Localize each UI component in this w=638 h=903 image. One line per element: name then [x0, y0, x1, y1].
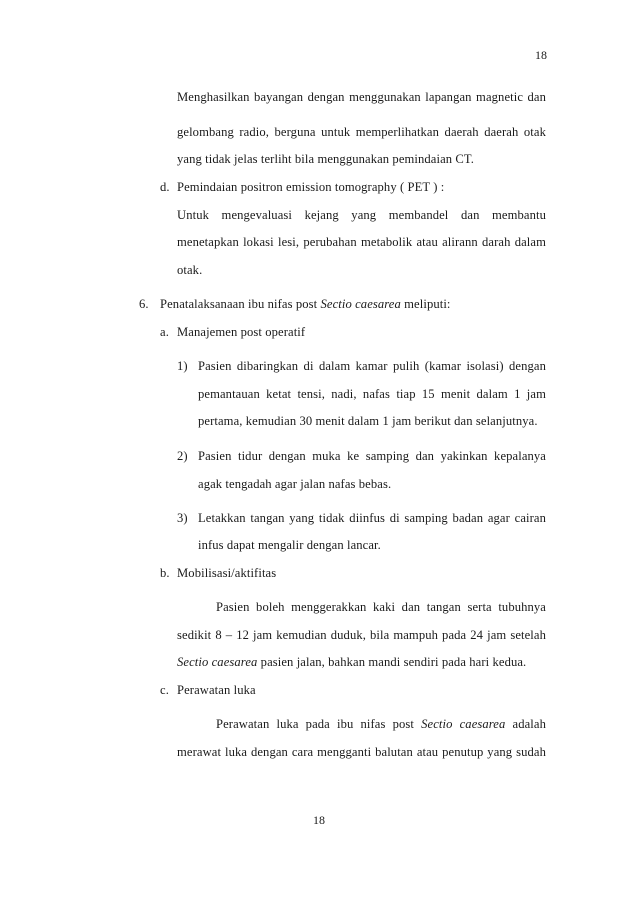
list-item-title: Manajemen post operatif	[177, 325, 306, 339]
page-number-top: 18	[535, 48, 547, 62]
list-item-title: Perawatan luka	[177, 683, 256, 697]
paragraph-line: Pasien boleh menggerakkan kaki dan tangan serta tubuhnya	[216, 600, 546, 614]
list-marker: a.	[160, 325, 169, 339]
list-item-title: Pemindaian positron emission tomography ( PET ) :	[177, 180, 445, 194]
list-marker: c.	[160, 683, 169, 697]
paragraph-line: Letakkan tangan yang tidak diinfus di samping badan agar cairan	[198, 511, 546, 525]
paragraph-line: pemantauan ketat tensi, nadi, nafas tiap 15 menit dalam 1 jam	[198, 387, 546, 401]
paragraph-line: menetapkan lokasi lesi, perubahan metabolik atau alirann darah dalam	[177, 235, 546, 249]
paragraph-line: merawat luka dengan cara mengganti balutan atau penutup yang sudah	[177, 745, 546, 759]
page-number-bottom: 18	[313, 813, 325, 827]
paragraph-line: Pasien tidur dengan muka ke samping dan yakinkan kepalanya	[198, 449, 546, 463]
list-marker: 3)	[177, 511, 188, 525]
paragraph-line: yang tidak jelas terliht bila menggunakan pemindaian CT.	[177, 152, 475, 166]
list-item-title: Mobilisasi/aktifitas	[177, 566, 277, 580]
list-marker: b.	[160, 566, 170, 580]
paragraph-line: Pasien dibaringkan di dalam kamar pulih (kamar isolasi) dengan	[198, 359, 546, 373]
section-heading: Penatalaksanaan ibu nifas post Sectio caesarea meliputi:	[160, 297, 451, 311]
list-marker: 1)	[177, 359, 188, 373]
paragraph-line: Menghasilkan bayangan dengan menggunakan lapangan magnetic dan	[177, 90, 546, 104]
paragraph-line: pertama, kemudian 30 menit dalam 1 jam berikut dan selanjutnya.	[198, 414, 538, 428]
paragraph-line: gelombang radio, berguna untuk memperlihatkan daerah daerah otak	[177, 125, 546, 139]
paragraph-line: agak tengadah agar jalan nafas bebas.	[198, 477, 392, 491]
paragraph-line: Untuk mengevaluasi kejang yang membandel dan membantu	[177, 208, 546, 222]
paragraph-line: Sectio caesarea pasien jalan, bahkan mandi sendiri pada hari kedua.	[177, 655, 527, 669]
paragraph-line: otak.	[177, 263, 203, 277]
list-marker: 2)	[177, 449, 188, 463]
paragraph-line: infus dapat mengalir dengan lancar.	[198, 538, 381, 552]
paragraph-line: Perawatan luka pada ibu nifas post Sectio caesarea adalah	[216, 717, 546, 731]
list-marker: d.	[160, 180, 170, 194]
list-marker: 6.	[139, 297, 149, 311]
paragraph-line: sedikit 8 – 12 jam kemudian duduk, bila mampuh pada 24 jam setelah	[177, 628, 546, 642]
